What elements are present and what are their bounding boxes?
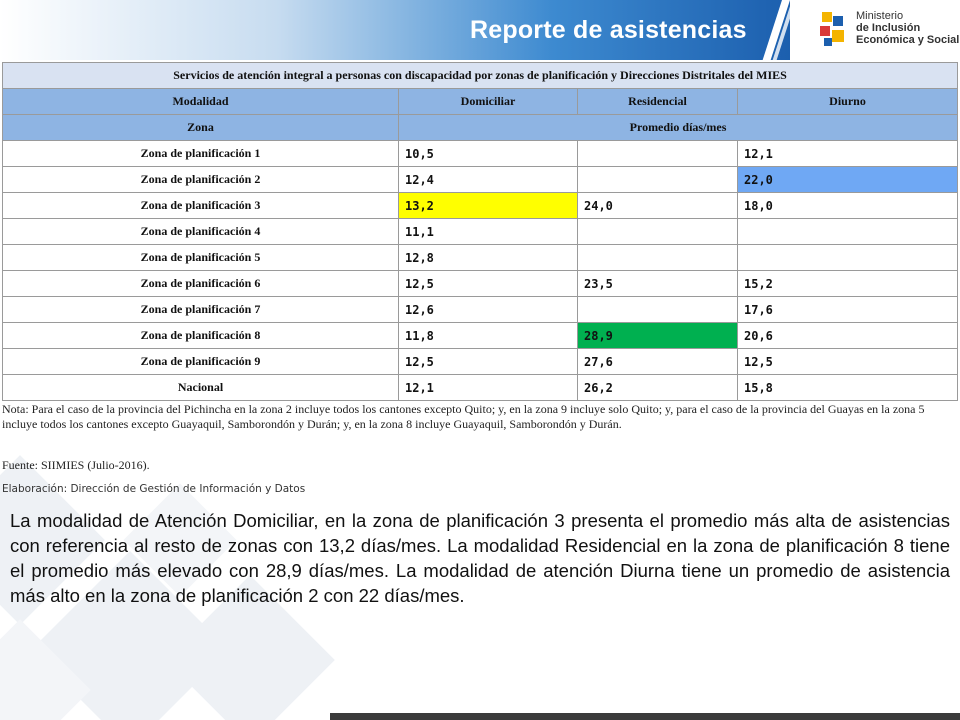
residencial-value-cell: 24,0 <box>578 193 738 219</box>
domiciliar-value-cell: 12,4 <box>399 167 578 193</box>
residencial-value-cell <box>578 297 738 323</box>
diurno-value-cell <box>738 245 958 271</box>
header-promedio: Promedio días/mes <box>399 115 958 141</box>
diurno-value-cell: 17,6 <box>738 297 958 323</box>
zone-cell: Zona de planificación 9 <box>3 349 399 375</box>
table-row <box>3 375 958 401</box>
residencial-value-cell: 28,9 <box>578 323 738 349</box>
domiciliar-value-cell: 11,8 <box>399 323 578 349</box>
zone-cell: Zona de planificación 8 <box>3 323 399 349</box>
header-domiciliar: Domiciliar <box>399 89 578 115</box>
logo-emblem-icon <box>818 10 850 50</box>
table-row <box>3 219 958 245</box>
table-row <box>3 349 958 375</box>
domiciliar-value-cell: 12,6 <box>399 297 578 323</box>
diurno-value-cell: 18,0 <box>738 193 958 219</box>
table-subheader-row <box>3 115 958 141</box>
header-diurno: Diurno <box>738 89 958 115</box>
table-row <box>3 167 958 193</box>
domiciliar-value-cell: 11,1 <box>399 219 578 245</box>
table-row <box>3 297 958 323</box>
domiciliar-value-cell: 10,5 <box>399 141 578 167</box>
footer-bar <box>330 713 960 720</box>
domiciliar-value-cell: 12,1 <box>399 375 578 401</box>
table-row <box>3 245 958 271</box>
table-row <box>3 323 958 349</box>
table-row <box>3 271 958 297</box>
zone-cell: Zona de planificación 3 <box>3 193 399 219</box>
domiciliar-value-cell: 12,8 <box>399 245 578 271</box>
zone-cell: Zona de planificación 6 <box>3 271 399 297</box>
diurno-value-cell: 12,5 <box>738 349 958 375</box>
zone-cell: Zona de planificación 5 <box>3 245 399 271</box>
diurno-value-cell: 22,0 <box>738 167 958 193</box>
diurno-value-cell: 15,8 <box>738 375 958 401</box>
zone-cell: Nacional <box>3 375 399 401</box>
source-text: Fuente: SIIMIES (Julio-2016). <box>2 458 150 472</box>
domiciliar-value-cell: 13,2 <box>399 193 578 219</box>
zone-cell: Zona de planificación 1 <box>3 141 399 167</box>
table-row <box>3 141 958 167</box>
diurno-value-cell: 12,1 <box>738 141 958 167</box>
diurno-value-cell <box>738 219 958 245</box>
zone-cell: Zona de planificación 2 <box>3 167 399 193</box>
residencial-value-cell: 26,2 <box>578 375 738 401</box>
table-title: Servicios de atención integral a personas con discapacidad por zonas de planificación y Direcciones Distritales del MIES <box>3 63 958 89</box>
domiciliar-value-cell: 12,5 <box>399 349 578 375</box>
table-header-row <box>3 89 958 115</box>
header-modalidad: Modalidad <box>3 89 399 115</box>
residencial-value-cell: 27,6 <box>578 349 738 375</box>
summary-paragraph: La modalidad de Atención Domiciliar, en la zona de planificación 3 presenta el promedio más alta de asistencias con referencia al resto de zonas con 13,2 días/mes. La modalidad Residencial en la zona de planificación 8 tiene el promedio más elevado con 28,9 días/mes. La modalidad de atención Diurna tiene un promedio de asistencia más alto en la zona de planificación 2 con 22 días/mes. <box>10 510 950 606</box>
header-zona: Zona <box>3 115 399 141</box>
diurno-value-cell: 20,6 <box>738 323 958 349</box>
residencial-value-cell <box>578 219 738 245</box>
residencial-value-cell <box>578 167 738 193</box>
domiciliar-value-cell: 12,5 <box>399 271 578 297</box>
table-title-row <box>3 63 958 89</box>
attendance-table <box>2 62 958 401</box>
table-row <box>3 193 958 219</box>
logo-line-2: de Inclusión <box>856 22 921 34</box>
header-stripes <box>760 0 810 62</box>
page-title: Reporte de asistencias <box>470 16 747 44</box>
residencial-value-cell <box>578 141 738 167</box>
header-residencial: Residencial <box>578 89 738 115</box>
table-note: Nota: Para el caso de la provincia del Pichincha en la zona 2 incluye todos los cantones excepto Quito; y, en la zona 9 incluye solo Quito; y, para el caso de la provincia del Guayas en la zona 5 incluye todos los cantones excepto Guayaquil, Samborondón y Durán; y, en la zona 8 incluye Guayaquil, Samborondón y Durán. <box>2 402 925 431</box>
diurno-value-cell: 15,2 <box>738 271 958 297</box>
residencial-value-cell: 23,5 <box>578 271 738 297</box>
logo-line-1: Ministerio <box>856 10 904 22</box>
logo-line-3: Económica y Social <box>856 34 960 46</box>
zone-cell: Zona de planificación 7 <box>3 297 399 323</box>
elaboration-text: Elaboración: Dirección de Gestión de Información y Datos <box>2 483 306 495</box>
zone-cell: Zona de planificación 4 <box>3 219 399 245</box>
mies-logo <box>818 10 959 50</box>
residencial-value-cell <box>578 245 738 271</box>
